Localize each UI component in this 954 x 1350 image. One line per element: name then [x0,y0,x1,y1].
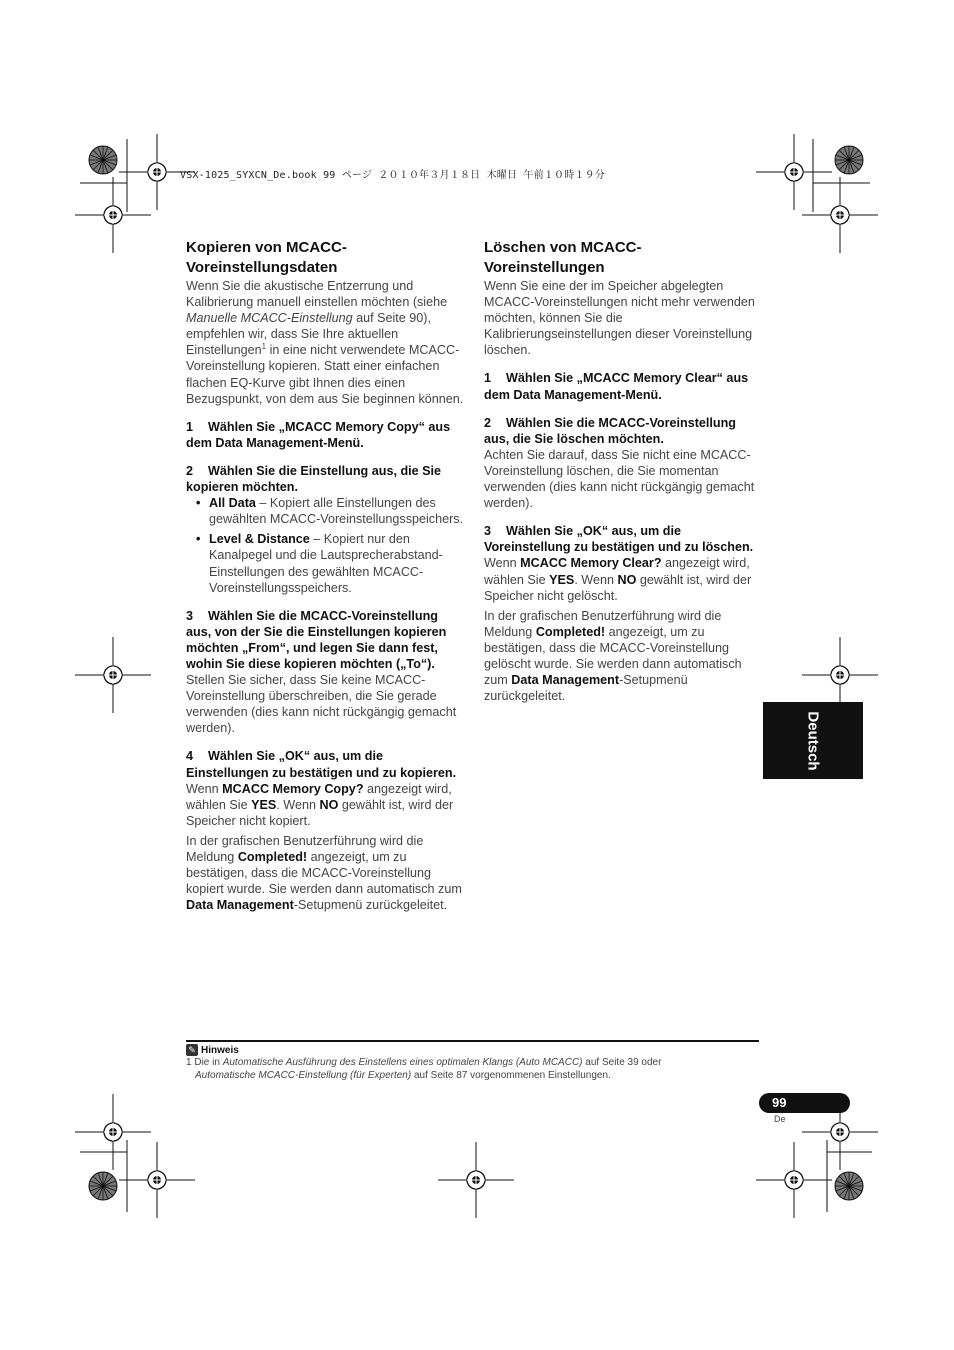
right-column [484,238,759,708]
left-column [186,238,464,917]
list-item: • All Data – Kopiert alle Einstellungen des gewählten MCACC-Voreinstellungsspeichers. [186,495,464,527]
hint-heading: ✎ Hinweis [186,1044,239,1056]
language-tab: Deutsch [763,702,863,779]
starburst-icon [89,146,117,174]
footnote: 1 Die in Automatische Ausführung des Einstellens eines optimalen Klangs (Auto MCACC) auf Seite 39 oder Automatische MCACC-Einstellung (für Experten) auf Seite 87 vorgenommenen Einstellungen. [186,1057,662,1081]
list-item: • Level & Distance – Kopiert nur den Kanalpegel und die Lautsprecherabstand-Einstellungen des gewählten MCACC-Voreinstellungsspeichers. [186,531,464,595]
intro-paragraph: Wenn Sie eine der im Speicher abgelegten MCACC-Voreinstellungen nicht mehr verwenden möchten, können Sie die Kalibrierungseinstellungen dieser Voreinstellung löschen. [484,279,755,358]
crosshair-icon [438,1142,514,1218]
copy-options-list [186,495,464,596]
section-title-clear: Löschen von MCACC-Voreinstellungen [484,239,642,276]
page-language: De [774,1114,786,1124]
step-1: 1 Wählen Sie „MCACC Memory Clear“ aus dem Data Management-Menü. [484,371,749,402]
step-1: 1 Wählen Sie „MCACC Memory Copy“ aus dem Data Management-Menü. [186,419,451,450]
crosshair-icon [802,177,878,253]
footnote-divider [186,1040,759,1042]
crosshair-icon [75,177,151,253]
step-3-note: Wenn MCACC Memory Clear? angezeigt wird, wählen Sie YES. Wenn NO gewählt ist, wird der Speicher nicht gelöscht. [484,556,752,603]
step-2: 2 Wählen Sie die MCACC-Voreinstellung aus, die Sie löschen möchten. [484,415,736,446]
crosshair-icon [75,1094,151,1170]
crosshair-icon [756,1142,832,1218]
intro-paragraph: Wenn Sie die akustische Entzerrung und Kalibrierung manuell einstellen möchten (siehe Manuelle MCACC-Einstellung auf Seite 90), empfehlen wir, dass Sie Ihre aktuellen Einstellungen$^1$ in eine nicht verwendete MCACC-Voreinstellung kopieren. Statt einer einfachen flachen EQ-Kurve gibt Ihnen dies einen Bezugspunkt, von dem aus Sie beginnen können. [186,279,464,406]
step-3-note: Stellen Sie sicher, dass Sie keine MCACC-Voreinstellung überschreiben, die Sie gerade verwenden (dies kann nicht rückgängig gemacht werden). [186,673,457,736]
crosshair-icon [756,134,832,210]
step-4: 4 Wählen Sie „OK“ aus, um die Einstellungen zu bestätigen und zu kopieren. [186,749,457,780]
page-number-badge: 99 [759,1093,850,1113]
step-3: 3 Wählen Sie die MCACC-Voreinstellung aus, von der Sie die Einstellungen kopieren möchten „From“, und legen Sie dann fest, wohin Sie diese kopieren möchten („To“). [186,608,447,671]
gui-note: In der grafischen Benutzerführung wird die Meldung Completed! angezeigt, um zu bestätigen, dass die MCACC-Voreinstellung kopiert wurde. Sie werden dann automatisch zum Data Management-Setupmenü zurückgeleitet. [186,833,462,913]
note-icon: ✎ [186,1044,198,1056]
crosshair-icon [119,1142,195,1218]
gui-note: In der grafischen Benutzerführung wird die Meldung Completed! angezeigt, um zu bestätigen, dass die MCACC-Voreinstellung gelöscht wurde. Sie werden dann automatisch zum Data Management-Setupmenü zurückgeleitet. [484,608,742,704]
step-2: 2 Wählen Sie die Einstellung aus, die Sie kopieren möchten. [186,463,442,495]
step-4-note: Wenn MCACC Memory Copy? angezeigt wird, wählen Sie YES. Wenn NO gewählt ist, wird der Speicher nicht kopiert. [186,781,454,828]
print-header: VSX-1025_SYXCN_De.book 99 ページ ２０１０年３月１８日 木曜日 午前１０時１９分 [180,170,605,181]
section-title-copy: Kopieren von MCACC-Voreinstellungsdaten [186,239,347,276]
step-2-note: Achten Sie darauf, dass Sie nicht eine MCACC-Voreinstellung löschen, die Sie momentan verwenden (dies kann nicht rückgängig gemacht werden). [484,447,755,511]
crosshair-icon [75,637,151,713]
step-3: 3 Wählen Sie „OK“ aus, um die Voreinstellung zu bestätigen und zu löschen. [484,524,754,555]
starburst-icon [89,1172,117,1200]
starburst-icon [835,1172,863,1200]
starburst-icon [835,146,863,174]
